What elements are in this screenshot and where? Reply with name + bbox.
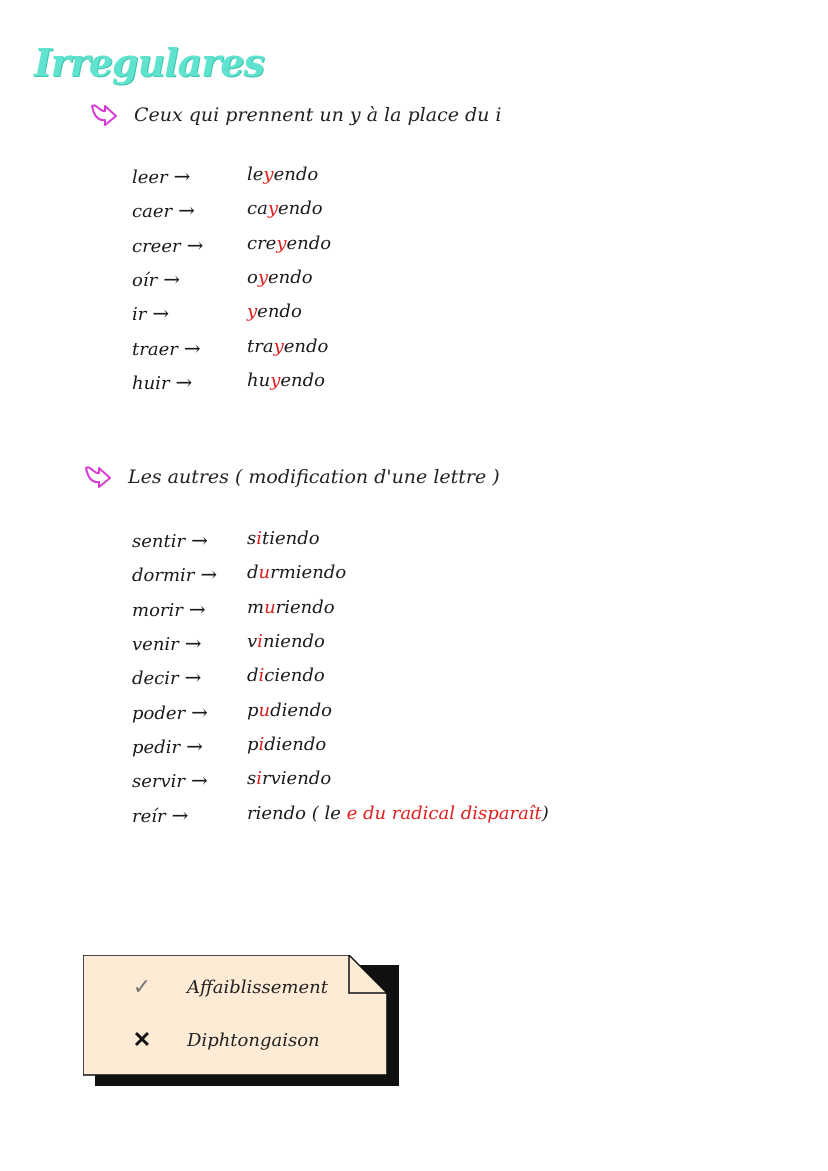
note-close: ): [541, 803, 549, 824]
section-1-heading-text: Ceux qui prennent un y à la place du i: [134, 104, 502, 126]
right-arrow-icon: →: [186, 733, 203, 758]
changed-letter: y: [273, 335, 284, 357]
gerund: leyendo: [247, 164, 319, 185]
legend-item-diphtongaison: [131, 1027, 320, 1053]
gerund: oyendo: [247, 266, 313, 288]
right-arrow-icon: →: [183, 335, 201, 360]
gerund: trayendo: [247, 335, 329, 357]
infinitive: sentir →: [132, 528, 208, 552]
gerund: viniendo: [247, 630, 325, 652]
infinitive: poder →: [132, 699, 208, 724]
changed-letter: y: [257, 266, 269, 288]
right-arrow-icon: →: [163, 266, 180, 291]
legend-item-affaiblissement: [131, 975, 328, 1000]
page-title: Irregulares: [34, 40, 264, 85]
changed-letter: y: [247, 301, 258, 323]
section-2-heading-text: Les autres ( modification d'une lettre ): [128, 466, 500, 488]
curved-arrow-icon: [82, 462, 114, 492]
gerund: muriendo: [247, 596, 335, 618]
infinitive: pedir →: [132, 733, 203, 758]
right-arrow-icon: →: [173, 164, 191, 188]
right-arrow-icon: →: [200, 562, 218, 587]
cross-icon: ✕: [132, 1027, 152, 1053]
right-arrow-icon: →: [191, 528, 208, 552]
infinitive: leer →: [132, 164, 191, 188]
curved-arrow-icon: [88, 100, 120, 130]
right-arrow-icon: →: [178, 198, 195, 223]
gerund: pudiendo: [247, 699, 333, 721]
right-arrow-icon: →: [171, 803, 189, 827]
section-1-heading: [88, 100, 502, 130]
gerund: pidiendo: [247, 733, 327, 755]
legend-box: [83, 955, 387, 1075]
legend-label: Affaiblissement: [187, 977, 328, 998]
gerund: cayendo: [247, 198, 323, 220]
right-arrow-icon: →: [152, 301, 170, 326]
right-arrow-icon: →: [184, 665, 202, 690]
infinitive: caer →: [132, 198, 195, 223]
changed-letter: u: [264, 596, 276, 618]
gerund: sirviendo: [247, 768, 332, 790]
gerund: riendo ( le e du radical disparaît): [247, 803, 549, 824]
gerund: huyendo: [247, 369, 325, 391]
changed-letter: i: [258, 733, 265, 755]
changed-letter: y: [263, 164, 274, 185]
infinitive: traer →: [132, 335, 201, 360]
changed-letter: y: [270, 369, 281, 391]
infinitive: decir →: [132, 665, 202, 690]
gerund: yendo: [247, 301, 302, 323]
infinitive: servir →: [132, 768, 208, 793]
check-icon: ✓: [132, 975, 152, 1000]
note-highlight: e du radical disparaît: [346, 803, 542, 824]
changed-letter: i: [257, 630, 263, 652]
right-arrow-icon: →: [175, 369, 193, 394]
infinitive: creer →: [132, 232, 204, 257]
infinitive: huir →: [132, 369, 193, 394]
infinitive: oír →: [132, 266, 180, 291]
gerund: diciendo: [247, 665, 325, 687]
gerund: durmiendo: [247, 562, 347, 584]
changed-letter: u: [258, 562, 271, 584]
right-arrow-icon: →: [186, 232, 204, 257]
right-arrow-icon: →: [191, 768, 208, 793]
note-open: ( le: [311, 803, 347, 824]
gerund: creyendo: [247, 232, 332, 254]
changed-letter: y: [276, 232, 287, 254]
legend-label: Diphtongaison: [187, 1029, 320, 1051]
right-arrow-icon: →: [188, 596, 206, 621]
infinitive: venir →: [132, 630, 202, 655]
infinitive: ir →: [132, 301, 170, 326]
changed-letter: i: [256, 768, 263, 790]
infinitive: morir →: [132, 596, 206, 621]
infinitive: reír →: [132, 803, 189, 827]
infinitive: dormir →: [132, 562, 218, 587]
right-arrow-icon: →: [191, 699, 208, 724]
gerund: sitiendo: [247, 528, 320, 549]
changed-letter: i: [256, 528, 263, 549]
changed-letter: y: [267, 198, 278, 220]
section-2-heading: [82, 462, 500, 492]
right-arrow-icon: →: [184, 630, 202, 655]
changed-letter: u: [258, 699, 271, 721]
changed-letter: i: [258, 665, 265, 687]
